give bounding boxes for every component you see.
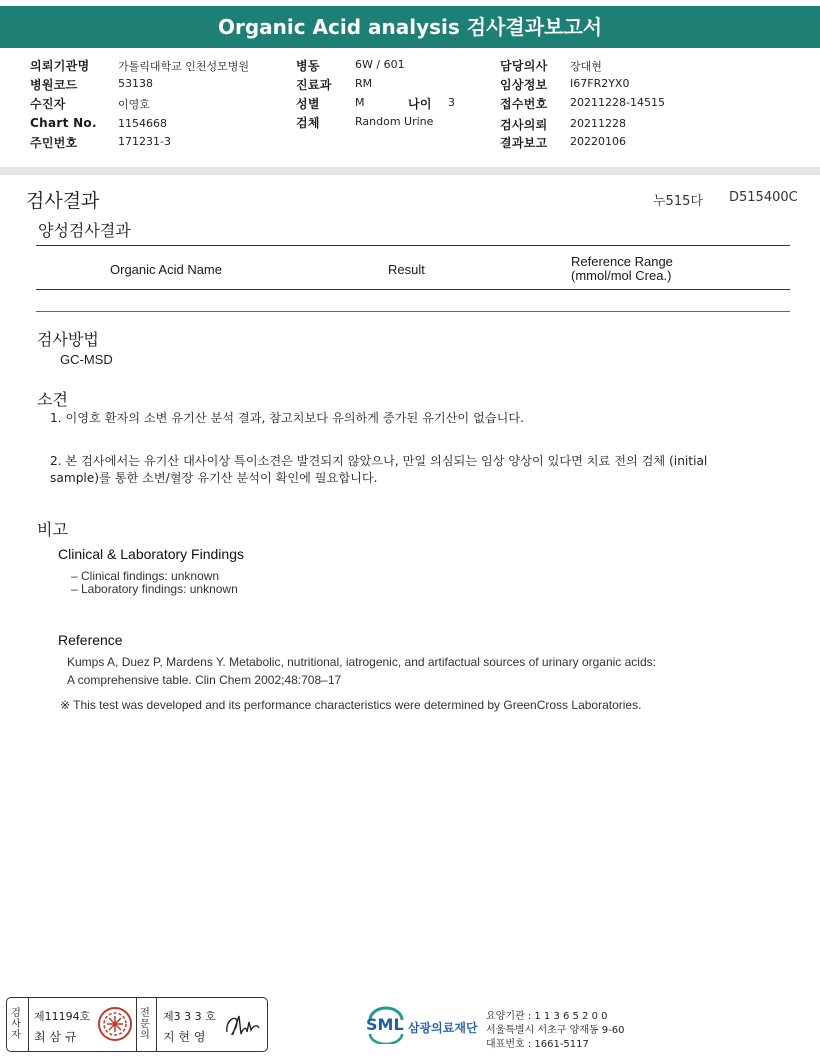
clinical-findings-line: – Clinical findings: unknown <box>71 569 220 583</box>
signature-icon <box>223 1010 261 1040</box>
value-report-date: 20220106 <box>570 135 626 148</box>
org-code: 요양기관 : 1 1 3 6 5 2 0 0 <box>486 1011 608 1022</box>
finding-item-2-line2: sample)를 통한 소변/혈장 유기산 분석이 확인에 필요합니다. <box>50 471 378 485</box>
section-divider <box>0 167 820 175</box>
label-chart-no: Chart No. <box>30 116 97 130</box>
value-ward: 6W / 601 <box>355 58 405 71</box>
value-department: RM <box>355 77 373 90</box>
examiner-label: 검 사 자 <box>11 1008 21 1041</box>
reference-line2: A comprehensive table. Clin Chem 2002;48:708–17 <box>67 673 342 687</box>
examiner-name: 최 삼 규 <box>34 1030 77 1044</box>
seal-stamp-icon <box>97 1006 133 1042</box>
reviewer-name: 지 현 영 <box>163 1030 206 1044</box>
reviewer-label: 전 문 의 <box>140 1008 150 1041</box>
col-header-organic-acid-name: Organic Acid Name <box>110 262 222 277</box>
table-header-rule <box>36 289 790 290</box>
label-clinical-info: 임상정보 <box>500 78 548 92</box>
sml-logo-text: SML <box>366 1015 404 1034</box>
value-physician: 장대현 <box>570 60 602 73</box>
label-ward: 병동 <box>296 59 320 73</box>
reference-heading: Reference <box>58 632 123 648</box>
col-header-reference-line2: (mmol/mol Crea.) <box>571 268 672 283</box>
table-top-rule <box>36 245 790 246</box>
disclaimer-note: ※ This test was developed and its performance characteristics were determined by GreenCross Laboratories. <box>60 698 642 712</box>
value-request-date: 20211228 <box>570 117 626 130</box>
value-patient: 이영호 <box>118 98 150 111</box>
remarks-heading: 비고 <box>37 520 68 539</box>
results-heading: 검사결과 <box>26 190 100 212</box>
reviewer-number: 제3 3 3 호 <box>163 1010 216 1023</box>
table-bottom-rule <box>36 311 790 312</box>
label-request-date: 검사의뢰 <box>500 118 548 132</box>
patient-info <box>0 50 820 168</box>
result-code-b: D515400C <box>729 190 798 205</box>
org-address: 서울특별시 서초구 양재동 9-60 <box>486 1025 625 1036</box>
label-resident-no: 주민번호 <box>30 136 78 150</box>
value-sex: M <box>355 96 365 109</box>
value-chart-no: 1154668 <box>118 117 167 130</box>
reference-line1: Kumps A, Duez P, Mardens Y. Metabolic, nutritional, iatrogenic, and artifactual sources of urinary organic acids: <box>67 655 656 669</box>
method-value: GC-MSD <box>60 352 113 367</box>
positive-results-heading: 양성검사결과 <box>38 221 131 240</box>
sig-separator-3 <box>156 998 157 1051</box>
signature-box <box>6 997 268 1052</box>
value-receipt-no: 20211228-14515 <box>570 96 665 109</box>
org-phone: 대표번호 : 1661-5117 <box>486 1039 589 1050</box>
method-heading: 검사방법 <box>37 330 99 349</box>
label-requesting-institution: 의뢰기관명 <box>30 59 90 73</box>
value-clinical-info: I67FR2YX0 <box>570 77 630 90</box>
finding-item-1: 1. 이영호 환자의 소변 유기산 분석 결과, 참고치보다 유의하게 증가된 유기산이 없습니다. <box>50 411 525 425</box>
sig-separator-2 <box>136 998 137 1051</box>
value-age: 3 <box>448 96 455 109</box>
laboratory-findings-line: – Laboratory findings: unknown <box>71 582 238 596</box>
label-department: 진료과 <box>296 78 332 92</box>
label-specimen: 검체 <box>296 116 320 130</box>
label-hospital-code: 병원코드 <box>30 78 78 92</box>
label-age: 나이 <box>408 97 432 111</box>
label-patient: 수진자 <box>30 97 66 111</box>
report-title: Organic Acid analysis 검사결과보고서 <box>217 15 603 39</box>
value-resident-no: 171231-3 <box>118 135 171 148</box>
col-header-reference-line1: Reference Range <box>571 254 673 269</box>
clinical-findings-heading: Clinical & Laboratory Findings <box>58 546 244 562</box>
examiner-number: 제11194호 <box>34 1010 91 1023</box>
label-physician: 담당의사 <box>500 59 548 73</box>
label-report-date: 결과보고 <box>500 136 548 150</box>
finding-item-2-line1: 2. 본 검사에서는 유기산 대사이상 특이소견은 발견되지 않았으나, 만일 의심되는 임상 양상이 있다면 치료 전의 검체 (initial <box>50 454 708 468</box>
org-name: 삼광의료재단 <box>408 1021 478 1035</box>
value-specimen: Random Urine <box>355 115 434 128</box>
value-requesting-institution: 가톨릭대학교 인천성모병원 <box>118 60 250 73</box>
findings-heading: 소견 <box>37 390 68 409</box>
label-sex: 성별 <box>296 97 320 111</box>
result-code-a: 누515다 <box>653 194 703 209</box>
col-header-reference-range <box>571 255 673 283</box>
value-hospital-code: 53138 <box>118 77 153 90</box>
col-header-result: Result <box>388 262 425 277</box>
sig-separator-1 <box>28 998 29 1051</box>
label-receipt-no: 접수번호 <box>500 97 548 111</box>
